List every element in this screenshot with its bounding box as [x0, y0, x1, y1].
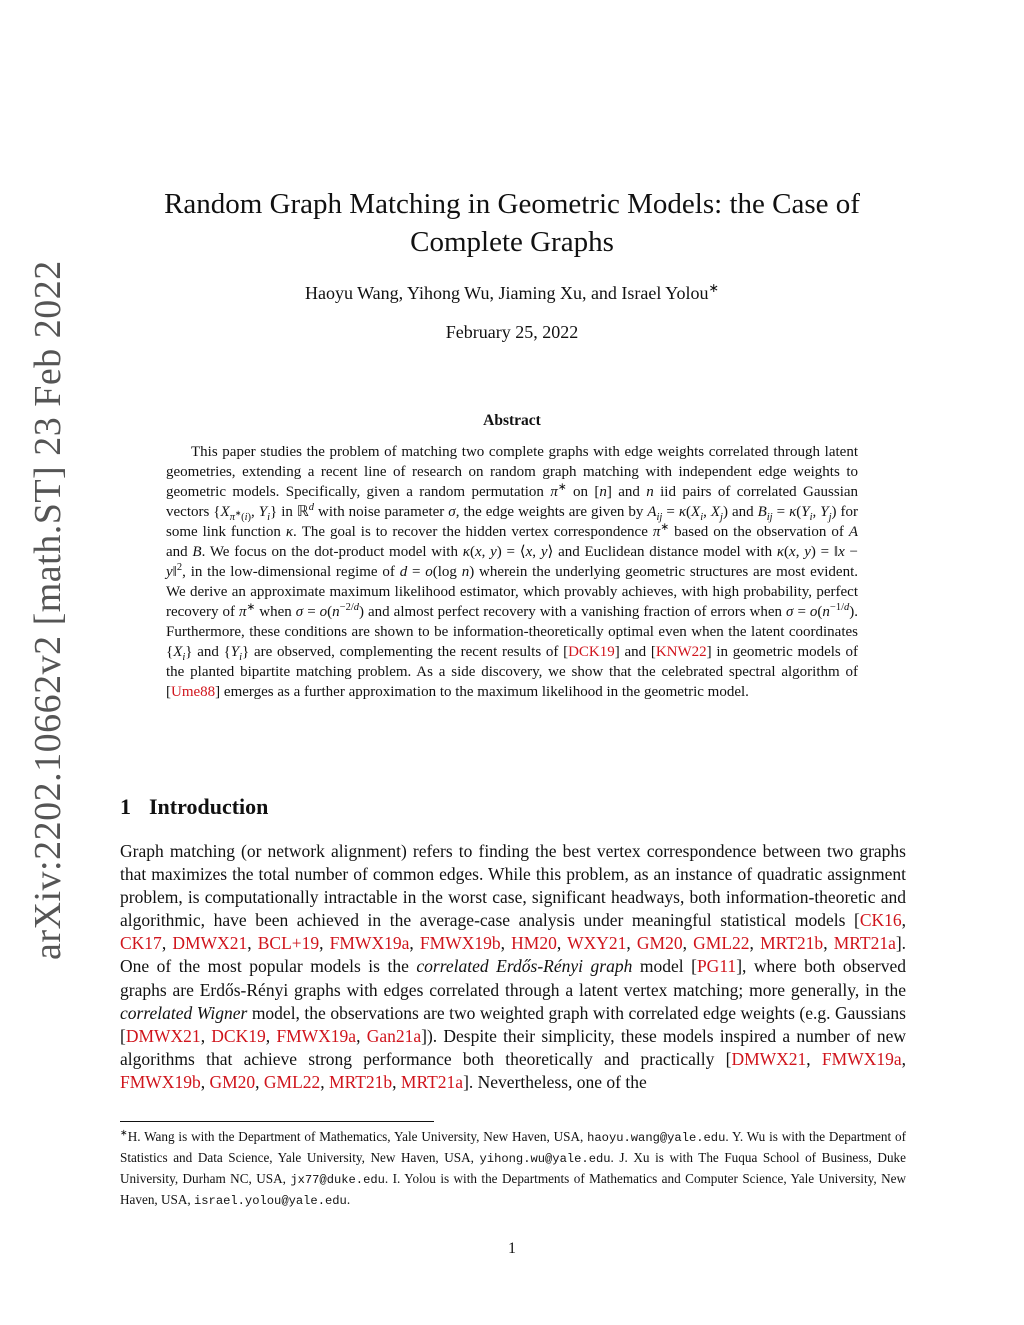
- section-title: Introduction: [149, 794, 269, 819]
- author-names: Haoyu Wang, Yihong Wu, Jiaming Xu, and Israel Yolou: [304, 283, 709, 303]
- section-heading: [120, 794, 904, 820]
- citation-link[interactable]: FMWX19b: [120, 1071, 201, 1092]
- email-link[interactable]: jx77@duke.edu: [290, 1173, 385, 1187]
- abstract-heading: Abstract: [483, 412, 541, 429]
- citation-link[interactable]: FMWX19b: [419, 933, 501, 954]
- citation-link[interactable]: HM20: [511, 933, 557, 954]
- email-link[interactable]: haoyu.wang@yale.edu: [587, 1131, 726, 1145]
- citation-link[interactable]: MRT21b: [329, 1071, 393, 1092]
- footnote-divider: [120, 1121, 434, 1122]
- citation-link[interactable]: FMWX19a: [329, 933, 410, 954]
- author-list: [120, 283, 904, 304]
- citation-link[interactable]: DCK19: [568, 644, 615, 660]
- citation-link[interactable]: Ume88: [171, 684, 216, 700]
- citation-link[interactable]: FMWX19a: [276, 1025, 357, 1046]
- citation-link[interactable]: GM20: [209, 1071, 256, 1092]
- abstract-body: This paper studies the problem of matching two complete graphs with edge weights correlated through latent geometries, extending a recent line of research on random graph matching with independent edge weights to geometric models. Specifically, given a random permutation π∗ on [n] and n iid pairs of correlated Gaussian vectors {$X_{\pi^∗(i)}$, $Y_i$} in ℝ$^d$ with noise parameter σ, the edge weights are given by $A_{ij} = \kappa(X_i$, $X_j$) and $B_{ij} = \kappa(Y_i$, $Y_j$) for some link function κ. The goal is to recover the hidden vertex correspondence π∗ based on the observation of A and B. We focus on the dot-product model with κ(x, y) = ⟨x, y⟩ and Euclidean distance model with κ(x, y) = ‖x − y‖$^2$, in the low-dimensional regime of d = o(log n) wherein the underlying geometric structures are most evident. We derive an approximate maximum likelihood estimator, which provably achieves, with high probability, perfect recovery of π∗ when $\sigma = o(n^{-2/d})$ and almost perfect recovery with a vanishing fraction of errors when $\sigma = o(n^{-1/d})$. Furthermore, these conditions are shown to be information-theoretically optimal even when the latent coordinates $\{X_i\}$ and $\{Y_i\}$ are observed, complementing the recent results of [DCK19] and [KNW22] in geometric models of the planted bipartite matching problem. As a side discovery, we show that the celebrated spectral algorithm of [Ume88] emerges as a further approximation to the maximum likelihood in the geometric model.: [166, 444, 859, 700]
- citation-link[interactable]: FMWX19a: [821, 1048, 902, 1069]
- citation-link[interactable]: Gan21a: [366, 1025, 422, 1046]
- citation-link[interactable]: MRT21a: [833, 933, 896, 954]
- paper-date: February 25, 2022: [445, 322, 579, 342]
- introduction-body: Graph matching (or network alignment) refers to finding the best vertex correspondence between two graphs that maximizes the total number of common edges. While this problem, as an instance of quadratic assignment problem, is computationally intractable in the worst case, significant headways, both information-theoretic and algorithmic, have been achieved in the average-case analysis under meaningful statistical models [CK16, CK17, DMWX21, BCL+19, FMWX19a, FMWX19b, HM20, WXY21, GM20, GML22, MRT21b, MRT21a]. One of the most popular models is the correlated Erdős-Rényi graph model [PG11], where both observed graphs are Erdős-Rényi graphs with edges correlated through a latent vertex matching; more generally, in the correlated Wigner model, the observations are two weighted graph with correlated edge weights (e.g. Gaussians [DMWX21, DCK19, FMWX19a, Gan21a]). Despite their simplicity, these models inspired a number of new algorithms that achieve strong performance both theoretically and practically [DMWX21, FMWX19a, FMWX19b, GM20, GML22, MRT21b, MRT21a]. Nevertheless, one of the: [120, 841, 907, 1092]
- page-number: 1: [508, 1240, 516, 1257]
- citation-link[interactable]: MRT21a: [400, 1071, 464, 1092]
- email-link[interactable]: israel.yolou@yale.edu: [194, 1194, 347, 1208]
- citation-link[interactable]: DMWX21: [172, 933, 248, 954]
- citation-link[interactable]: BCL+19: [257, 933, 320, 954]
- footnote-mark: ∗: [120, 1127, 128, 1138]
- author-affiliation-footnote: ∗H. Wang is with the Department of Mathematics, Yale University, New Haven, USA, haoyu.wang@yale.edu. Y. Wu is with the Department of Statistics and Data Science, Yale University, New Haven, USA, yihong.wu@yale.edu. J. Xu is with The Fuqua School of Business, Duke University, Durham NC, USA, jx77@duke.edu. I. Yolou is with the Departments of Mathematics and Computer Science, Yale University, New Haven, USA, israel.yolou@yale.edu.: [120, 1127, 906, 1208]
- author-footnote-mark: ∗: [708, 281, 720, 295]
- email-link[interactable]: yihong.wu@yale.edu: [479, 1152, 611, 1166]
- section-number: 1: [120, 794, 131, 819]
- citation-link[interactable]: KNW22: [655, 644, 707, 660]
- citation-link[interactable]: GML22: [693, 933, 750, 954]
- citation-link[interactable]: CK17: [120, 933, 162, 954]
- citation-link[interactable]: PG11: [696, 956, 737, 977]
- citation-link[interactable]: DMWX21: [731, 1048, 807, 1069]
- paper-title: Random Graph Matching in Geometric Models: the Case of Complete Graphs: [164, 188, 860, 258]
- citation-link[interactable]: CK16: [859, 910, 902, 931]
- citation-link[interactable]: GML22: [263, 1071, 321, 1092]
- citation-link[interactable]: WXY21: [567, 933, 627, 954]
- arxiv-identifier-stamp: arXiv:2202.10662v2 [math.ST] 23 Feb 2022: [27, 260, 69, 960]
- citation-link[interactable]: DCK19: [211, 1025, 266, 1046]
- citation-link[interactable]: GM20: [636, 933, 683, 954]
- citation-link[interactable]: MRT21b: [760, 933, 824, 954]
- citation-link[interactable]: DMWX21: [125, 1025, 201, 1046]
